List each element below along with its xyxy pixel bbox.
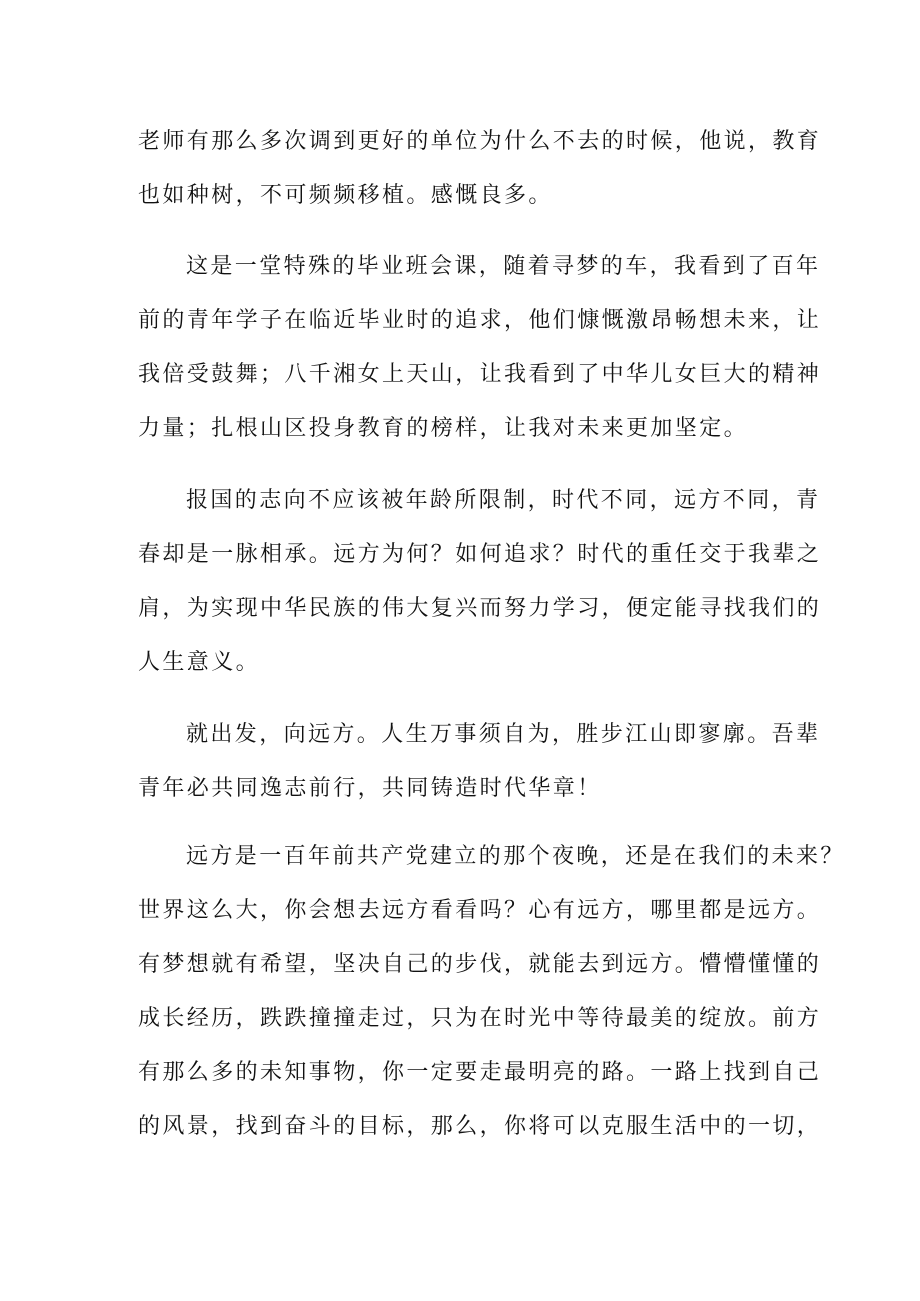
paragraph-line: 这是一堂特殊的毕业班会课，随着寻梦的车，我看到了百年 — [186, 254, 821, 279]
paragraph-line: 有梦想就有希望，坚决自己的步伐，就能去到远方。懵懵懂懂的 — [138, 952, 822, 977]
paragraph-line: 有那么多的未知事物，你一定要走最明亮的路。一路上找到自己 — [138, 1060, 822, 1085]
paragraph-line: 肩，为实现中华民族的伟大复兴而努力学习，便定能寻找我们的 — [138, 596, 822, 621]
paragraph-line: 前的青年学子在临近毕业时的追求，他们慷慨激昂畅想未来，让 — [138, 308, 822, 333]
paragraph-line: 就出发，向远方。人生万事须自为，胜步江山即寥廓。吾辈 — [186, 722, 821, 747]
paragraph-line: 成长经历，跌跌撞撞走过，只为在时光中等待最美的绽放。前方 — [138, 1006, 822, 1031]
paragraph-line: 人生意义。 — [138, 650, 261, 675]
paragraph-line: 报国的志向不应该被年龄所限制，时代不同，远方不同，青 — [186, 488, 821, 513]
paragraph-line: 青年必共同逸志前行，共同铸造时代华章！ — [138, 776, 602, 801]
paragraph-4 — [138, 708, 821, 816]
paragraph-line: 远方是一百年前共产党建立的那个夜晚，还是在我们的未来？ — [186, 844, 845, 869]
paragraph-3 — [138, 474, 822, 690]
paragraph-1 — [138, 115, 822, 223]
paragraph-2 — [138, 240, 822, 456]
paragraph-line: 力量；扎根山区投身教育的榜样，让我对未来更加坚定。 — [138, 416, 749, 441]
paragraph-line: 也如种树，不可频频移植。感慨良多。 — [138, 183, 553, 208]
paragraph-line: 老师有那么多次调到更好的单位为什么不去的时候，他说，教育 — [138, 129, 822, 154]
paragraph-line: 的风景，找到奋斗的目标，那么，你将可以克服生活中的一切， — [138, 1114, 822, 1139]
paragraph-line: 我倍受鼓舞；八千湘女上天山，让我看到了中华儿女巨大的精神 — [138, 362, 822, 387]
paragraph-5 — [138, 830, 845, 1154]
paragraph-line: 世界这么大，你会想去远方看看吗？心有远方，哪里都是远方。 — [138, 898, 822, 923]
paragraph-line: 春却是一脉相承。远方为何？如何追求？时代的重任交于我辈之 — [138, 542, 822, 567]
